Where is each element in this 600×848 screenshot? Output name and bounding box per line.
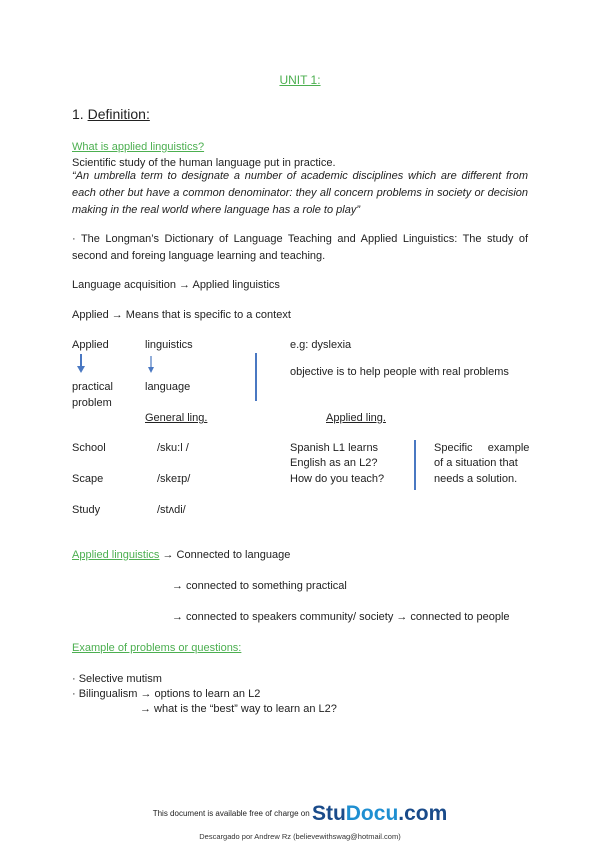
ipa-school: /sku:l / — [157, 442, 189, 454]
section-heading — [72, 106, 150, 123]
page-title: UNIT 1: — [279, 73, 321, 87]
applied-ling-heading: Applied ling. — [326, 412, 386, 424]
bullet-item: · Bilingualism → options to learn an L2 — [72, 688, 261, 700]
connection-line: → connected to speakers community/ society → connected to people — [172, 611, 510, 623]
applied-line: English as an L2? — [290, 457, 378, 469]
definition-line: Scientific study of the human language put in practice. — [72, 157, 336, 169]
applied-linguistics-label: Applied linguistics — [72, 549, 160, 561]
diagram-applied: Applied — [72, 339, 109, 351]
diagram-problem: problem — [72, 397, 112, 409]
language-acquisition-line: Language acquisition → Applied linguistics — [72, 279, 280, 291]
note-line: of a situation that — [434, 457, 518, 469]
diagram-linguistics: linguistics — [145, 339, 193, 351]
note-line: Specific example — [434, 442, 530, 454]
applied-means-line: Applied → Means that is specific to a context — [72, 309, 291, 321]
word-school: School — [72, 442, 106, 454]
connection-line: → Connected to language — [162, 549, 291, 561]
definition-quote: “An umbrella term to designate a number of academic disciplines which are different from each other but have a common denominator: they all concern problems in society or decision making in the real world where language has a role to play” — [72, 170, 528, 216]
word-study: Study — [72, 504, 101, 516]
bullet-item: · Selective mutism — [72, 673, 162, 685]
word-scape: Scape — [72, 473, 104, 485]
connection-line: → connected to something practical — [172, 580, 347, 592]
applied-line: Spanish L1 learns — [290, 442, 379, 454]
ipa-study: /stʌdi/ — [157, 504, 186, 516]
ipa-scape: /skeɪp/ — [157, 473, 191, 485]
footer-free-text: This document is available free of charge on — [152, 809, 310, 818]
section-label: Definition: — [87, 106, 150, 122]
arrow-down-icon — [146, 356, 156, 376]
footer-availability — [0, 802, 600, 825]
arrow-down-icon — [76, 354, 86, 374]
sub-bullet-item: → what is the “best” way to learn an L2? — [140, 703, 337, 715]
section-number: 1. — [72, 106, 84, 122]
divider-line — [255, 353, 257, 401]
applied-line: How do you teach? — [290, 473, 385, 485]
examples-heading: Example of problems or questions: — [72, 642, 242, 654]
studocu-logo[interactable]: StuDocu.com — [311, 802, 448, 825]
longman-definition: · The Longman’s Dictionary of Language Teaching and Applied Linguistics: The study of second and foreing language learning and teaching. — [72, 233, 528, 262]
diagram-language: language — [145, 381, 191, 393]
divider-line — [414, 440, 416, 490]
note-line: needs a solution. — [434, 473, 518, 485]
applied-linguistics-line — [72, 547, 290, 564]
diagram-objective: objective is to help people with real problems — [290, 366, 509, 378]
general-ling-heading: General ling. — [145, 412, 208, 424]
footer-download: Descargado por Andrew Rz (believewithswag@hotmail.com) — [199, 832, 401, 841]
question-heading: What is applied linguistics? — [72, 141, 205, 153]
diagram-example: e.g: dyslexia — [290, 339, 352, 351]
diagram-practical: practical — [72, 381, 113, 393]
